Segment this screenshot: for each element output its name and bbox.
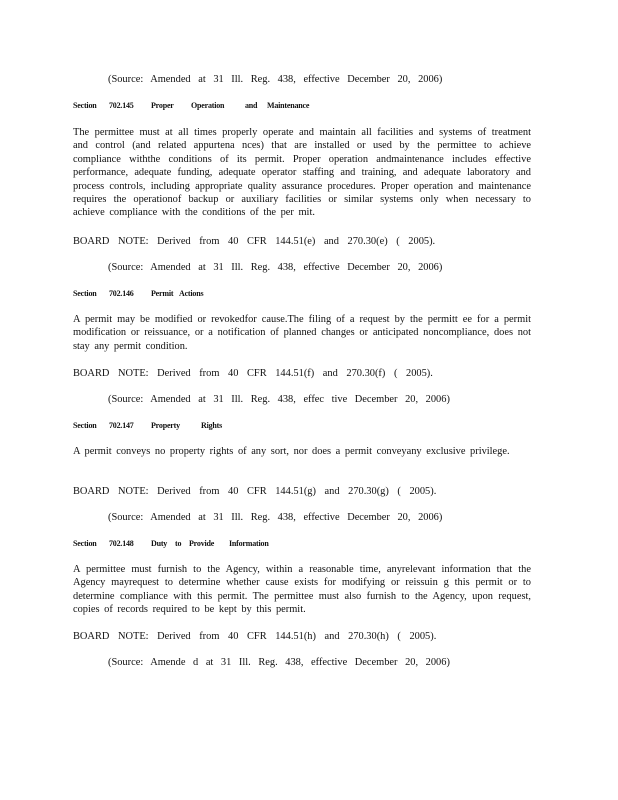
section-label: Section xyxy=(73,539,97,548)
section-heading xyxy=(73,539,493,549)
section-body: A permit may be modified or revokedfor cause.The filing of a request by the permitt ee for a permit modification or reissuance, or a notification of planned changes or anticipated noncompliance, does not stay any permit condition. xyxy=(73,314,531,352)
section-title-word: Actions xyxy=(179,289,204,298)
source-note: (Source: Amende d at 31 Ill. Reg. 438, effective December 20, 2006) xyxy=(108,657,450,668)
section-label: Section xyxy=(73,421,97,430)
section-label: Section xyxy=(73,101,97,110)
section-label: Section xyxy=(73,289,97,298)
section-number: 702.146 xyxy=(109,289,134,298)
source-note: (Source: Amended at 31 Ill. Reg. 438, effective December 20, 2006) xyxy=(108,262,443,273)
section-body: A permittee must furnish to the Agency, within a reasonable time, anyrelevant information that the Agency mayrequest to determine whether cause exists for modifying or reissuin g this permit or to determine compliance with this permit. The permittee must also furnish to the Agency, upon request, copies of records required to be kept by this permit. xyxy=(73,564,531,616)
source-note: (Source: Amended at 31 Ill. Reg. 438, effective December 20, 2006) xyxy=(108,74,443,85)
section-body: The permittee must at all times properly operate and maintain all facilities and systems of treatment and control (and related appurtena nces) that are installed or used by the permittee to achieve compliance withthe conditions of its permit. Proper operation andmaintenance includes effective performance, adequate funding, adequate operator staffing and training, and adequate laboratory and process controls, including appropriate quality assurance procedures. Proper operation and maintenance requires the operationof backup or auxiliary facilities or similar systems only when necessary to achieve compliance with the conditions of the per mit. xyxy=(73,127,531,219)
section-number: 702.145 xyxy=(109,101,134,110)
section-title-word: Maintenance xyxy=(267,101,310,110)
board-note: BOARD NOTE: Derived from 40 CFR 144.51(g) and 270.30(g) ( 2005). xyxy=(73,486,437,497)
section-body: A permit conveys no property rights of any sort, nor does a permit conveyany exclusive privilege. xyxy=(73,446,510,457)
section-heading xyxy=(73,289,493,299)
section-title-word: Permit xyxy=(151,289,174,298)
section-number: 702.147 xyxy=(109,421,134,430)
source-note: (Source: Amended at 31 Ill. Reg. 438, effec tive December 20, 2006) xyxy=(108,394,450,405)
section-title-word: Proper xyxy=(151,101,174,110)
section-title-word: Provide xyxy=(189,539,215,548)
section-title-word: Property xyxy=(151,421,180,430)
section-title-word: to xyxy=(175,539,182,548)
board-note: BOARD NOTE: Derived from 40 CFR 144.51(f) and 270.30(f) ( 2005). xyxy=(73,368,433,379)
board-note: BOARD NOTE: Derived from 40 CFR 144.51(e) and 270.30(e) ( 2005). xyxy=(73,236,436,247)
source-note: (Source: Amended at 31 Ill. Reg. 438, effective December 20, 2006) xyxy=(108,512,443,523)
section-heading xyxy=(73,421,493,431)
section-title-word: Information xyxy=(229,539,269,548)
section-title-word: and xyxy=(245,101,258,110)
board-note: BOARD NOTE: Derived from 40 CFR 144.51(h) and 270.30(h) ( 2005). xyxy=(73,631,437,642)
section-heading xyxy=(73,101,493,111)
section-number: 702.148 xyxy=(109,539,134,548)
section-title-word: Rights xyxy=(201,421,223,430)
section-title-word: Operation xyxy=(191,101,225,110)
section-title-word: Duty xyxy=(151,539,168,548)
